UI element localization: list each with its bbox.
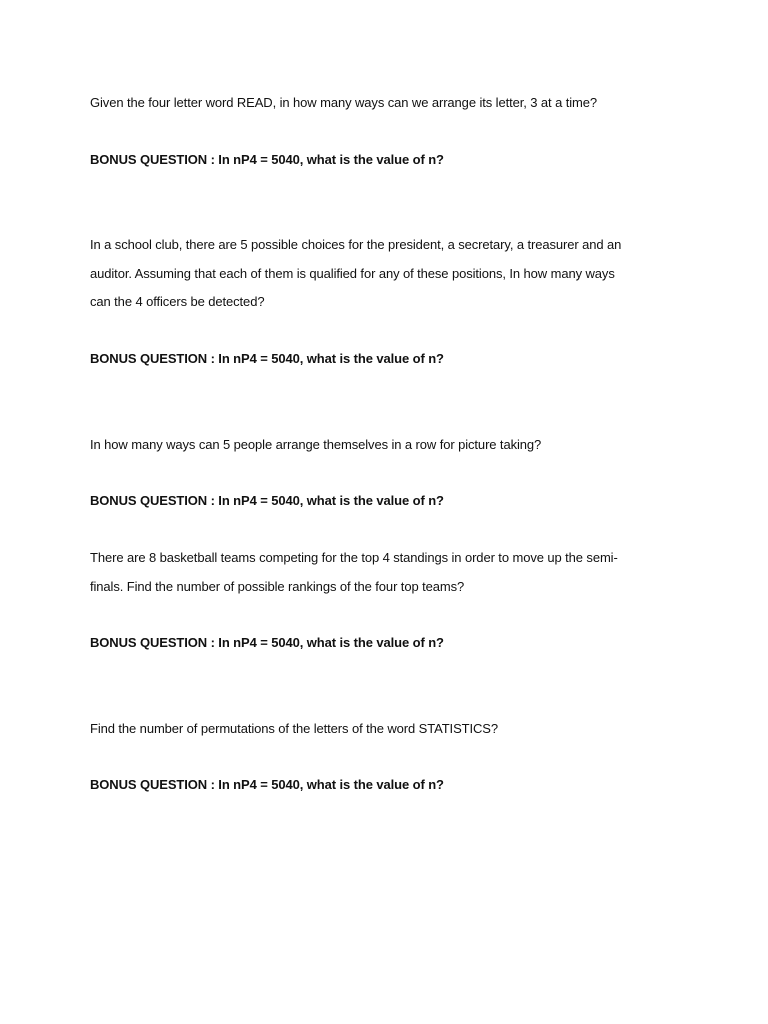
question-2-line-3: can the 4 officers be detected? <box>90 294 265 309</box>
question-5-bonus: BONUS QUESTION : In nP4 = 5040, what is the value of n? <box>90 777 444 792</box>
question-4-line-1: There are 8 basketball teams competing for the top 4 standings in order to move up the semi- <box>90 550 618 565</box>
question-2-line-2: auditor. Assuming that each of them is qualified for any of these positions, In how many ways <box>90 266 615 281</box>
question-5-line-1: Find the number of permutations of the letters of the word STATISTICS? <box>90 721 498 736</box>
question-1-bonus: BONUS QUESTION : In nP4 = 5040, what is the value of n? <box>90 152 444 167</box>
question-3-bonus: BONUS QUESTION : In nP4 = 5040, what is the value of n? <box>90 493 444 508</box>
question-2-bonus: BONUS QUESTION : In nP4 = 5040, what is the value of n? <box>90 351 444 366</box>
question-3-line-1: In how many ways can 5 people arrange themselves in a row for picture taking? <box>90 437 542 452</box>
question-2-line-1: In a school club, there are 5 possible choices for the president, a secretary, a treasurer and an <box>90 237 622 252</box>
question-4-line-2: finals. Find the number of possible rankings of the four top teams? <box>90 579 465 594</box>
question-4-bonus: BONUS QUESTION : In nP4 = 5040, what is the value of n? <box>90 635 444 650</box>
question-1-line-1: Given the four letter word READ, in how many ways can we arrange its letter, 3 at a time? <box>90 95 598 110</box>
